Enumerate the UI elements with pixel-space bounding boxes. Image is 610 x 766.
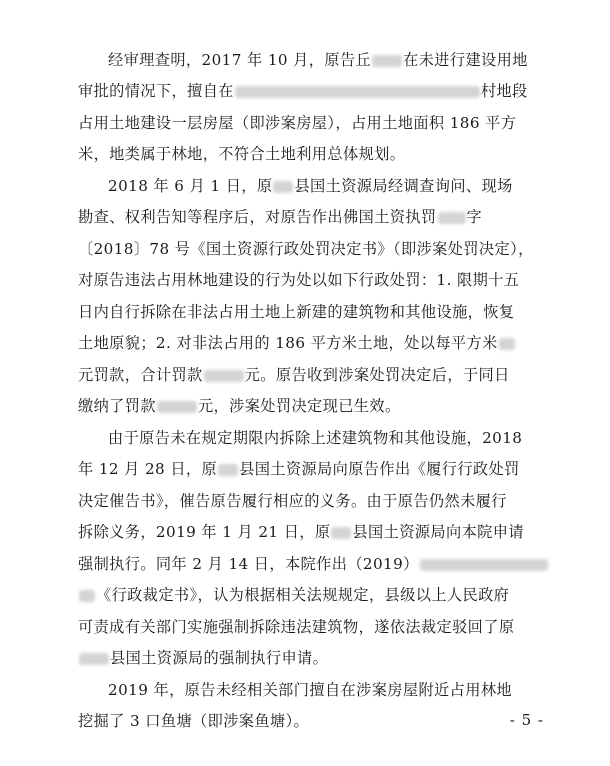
paragraph-3-line-4: 拆除义务，2019 年 1 月 21 日，原 县国土资源局向本院申请 <box>78 523 524 541</box>
redaction-block <box>79 653 109 665</box>
paragraph-2-line-5: 日内自行拆除在非法占用土地上新建的建筑物和其他设施，恢复 <box>78 303 515 321</box>
paragraph-2-line-3: 〔2018〕78 号《国土资源行政处罚决定书》（即涉案处罚决定）， <box>78 240 534 258</box>
paragraph-3-line-8: 县国土资源局的强制执行申请。 <box>78 643 538 673</box>
paragraph-1-line-3: 占用土地建设一层房屋（即涉案房屋），占用土地面积 186 平方 <box>78 114 517 132</box>
redaction-block <box>235 86 480 98</box>
paragraph-1-line-4: 米，地类属于林地，不符合土地利用总体规划。 <box>78 145 406 163</box>
paragraph-3-line-7: 可责成有关部门实施强制拆除违法建筑物，遂依法裁定驳回了原 <box>78 618 515 636</box>
redaction-block <box>420 559 548 571</box>
paragraph-3-line-5: 强制执行。同年 2 月 14 日，本院作出（2019） <box>78 549 538 579</box>
paragraph-1-line-1: 经审理查明，2017 年 10 月，原告丘 在未进行建设用地 <box>108 51 528 69</box>
paragraph-3-line-6: 《行政裁定书》，认为根据相关法规规定，县级以上人民政府 <box>78 580 538 610</box>
paragraph-2-line-4: 对原告违法占用林地建设的行为处以如下行政处罚：1. 限期十五 <box>78 271 520 289</box>
redaction-block <box>157 401 197 413</box>
redaction-block <box>372 55 402 67</box>
paragraph-3-line-2: 年 12 月 28 日，原 县国土资源局向原告作出《履行行政处罚 <box>78 460 520 478</box>
redaction-block <box>79 590 95 602</box>
redaction-block <box>218 464 238 476</box>
redaction-block <box>204 370 244 382</box>
paragraph-3-line-1: 由于原告未在规定期限内拆除上述建筑物和其他设施，2018 <box>108 429 523 447</box>
redaction-block <box>438 212 466 224</box>
paragraph-3-line-3: 决定催告书》，催告原告履行相应的义务。由于原告仍然未履行 <box>78 492 507 510</box>
page-number: - 5 - <box>509 711 544 729</box>
redaction-block <box>499 338 515 350</box>
paragraph-2-line-2: 勘查、权利告知等程序后，对原告作出佛国土资执罚 字 <box>78 208 483 226</box>
paragraph-2-line-6: 土地原貌；2. 对非法占用的 186 平方米土地，处以每平方米 <box>78 328 538 358</box>
paragraph-2-line-8: 缴纳了罚款 元，涉案处罚决定现已生效。 <box>78 397 401 415</box>
paragraph-2-line-7: 元罚款，合计罚款 元。原告收到涉案处罚决定后，于同日 <box>78 366 510 384</box>
paragraph-1-line-2: 审批的情况下，擅自在 村地段 <box>78 82 528 100</box>
paragraph-4-line-2: 挖掘了 3 口鱼塘（即涉案鱼塘）。 <box>78 712 310 730</box>
redaction-block <box>273 181 293 193</box>
paragraph-2-line-1: 2018 年 6 月 1 日，原 县国土资源局经调查询问、现场 <box>108 177 513 195</box>
paragraph-4-line-1: 2019 年，原告未经相关部门擅自在涉案房屋附近占用林地 <box>108 681 512 699</box>
redaction-block <box>331 527 351 539</box>
